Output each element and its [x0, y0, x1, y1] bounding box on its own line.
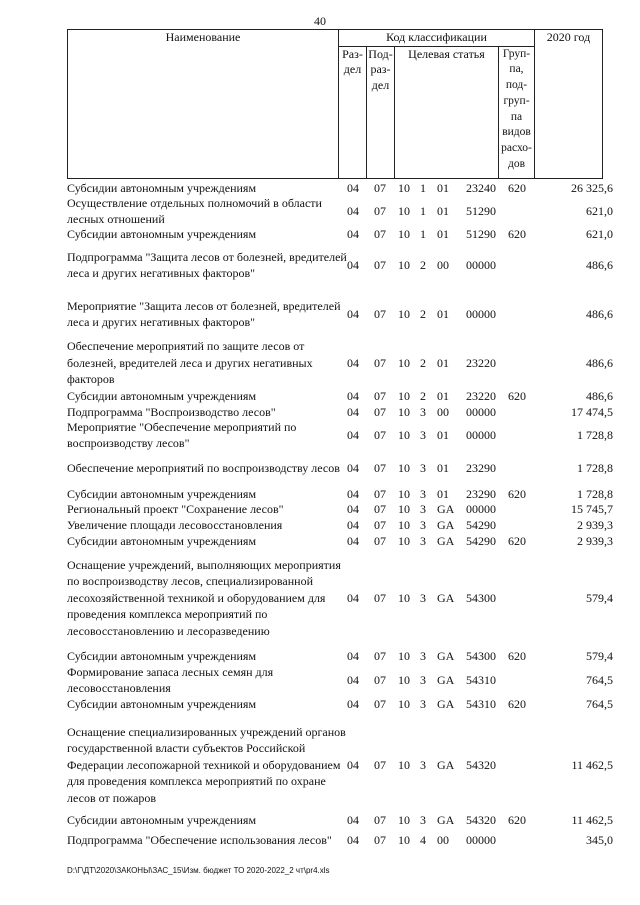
row-p: 07: [374, 533, 386, 548]
row-t3: GA: [437, 533, 455, 548]
row-v: 579,4: [586, 648, 613, 663]
header-subsection: Под- раз- дел: [367, 46, 395, 178]
row-p: 07: [374, 517, 386, 532]
row-r: 04: [347, 404, 359, 419]
row-p: 07: [374, 672, 386, 687]
row-g: [508, 420, 530, 450]
row-p: 07: [374, 226, 386, 241]
header-target: Целевая статья: [395, 46, 499, 178]
row-r: 04: [347, 389, 359, 403]
row-t1: 10: [398, 517, 410, 532]
row-name: Подпрограмма "Обеспечение использования лесов": [67, 832, 332, 847]
row-v: 2 939,3: [577, 517, 613, 532]
row-t2: 3: [420, 460, 426, 475]
row-p: 07: [374, 697, 386, 711]
page-number: 40: [314, 14, 326, 28]
row-v: 26 325,6: [571, 180, 613, 195]
row-t2: 3: [420, 502, 426, 516]
row-t4: 00000: [466, 404, 496, 419]
table-row: [0, 533, 640, 549]
row-t2: 3: [420, 813, 426, 827]
row-v: 11 462,5: [571, 813, 613, 827]
row-t3: GA: [437, 672, 455, 687]
row-t3: GA: [437, 697, 455, 711]
row-g: [508, 718, 530, 812]
row-t1: 10: [398, 389, 410, 403]
row-t1: 10: [398, 203, 410, 218]
row-t2: 3: [420, 672, 426, 687]
row-p: 07: [374, 427, 386, 442]
row-g: [508, 404, 530, 420]
row-g: [508, 297, 530, 331]
table-row: [0, 297, 640, 331]
row-name: Субсидии автономным учреждениям: [67, 648, 257, 663]
row-t2: 1: [420, 180, 426, 195]
row-t3: 01: [437, 306, 449, 321]
row-t4: 00000: [466, 427, 496, 442]
row-t2: 1: [420, 203, 426, 218]
row-name: Подпрограмма "Защита лесов от болезней, вредителей леса и других негативных факторов": [67, 249, 347, 280]
row-g: 620: [508, 180, 526, 195]
row-g: [508, 196, 530, 226]
row-t1: 10: [398, 813, 410, 827]
row-t3: GA: [437, 502, 455, 516]
header-group: Груп- па, под- груп- па видов расхо- дов: [499, 46, 535, 178]
row-r: 04: [347, 502, 359, 516]
row-t1: 10: [398, 697, 410, 711]
row-t3: GA: [437, 590, 455, 605]
row-r: 04: [347, 517, 359, 532]
row-t4: 00000: [466, 502, 496, 516]
row-p: 07: [374, 389, 386, 403]
row-t1: 10: [398, 486, 410, 501]
row-t1: 10: [398, 533, 410, 548]
row-name: Субсидии автономным учреждениям: [67, 389, 257, 404]
row-r: 04: [347, 757, 359, 772]
row-t4: 00000: [466, 832, 496, 847]
row-p: 07: [374, 257, 386, 272]
row-r: 04: [347, 697, 359, 711]
table-row: [0, 718, 640, 812]
row-r: 04: [347, 306, 359, 321]
row-p: 07: [374, 648, 386, 663]
table-row: [0, 549, 640, 647]
row-name: Субсидии автономным учреждениям: [67, 180, 257, 195]
row-name: Обеспечение мероприятий по воспроизводству лесов: [67, 460, 340, 475]
table-row: [0, 502, 640, 517]
row-t1: 10: [398, 306, 410, 321]
row-t1: 10: [398, 502, 410, 516]
row-t2: 3: [420, 404, 426, 419]
row-t3: GA: [437, 648, 455, 663]
row-t4: 23290: [466, 460, 496, 475]
row-g: [508, 453, 530, 483]
row-v: 579,4: [586, 590, 613, 605]
row-g: 620: [508, 697, 526, 711]
row-t4: 54300: [466, 590, 496, 605]
row-t2: 1: [420, 226, 426, 241]
row-t3: GA: [437, 757, 455, 772]
row-t1: 10: [398, 590, 410, 605]
row-g: 620: [508, 648, 526, 663]
row-v: 15 745,7: [571, 502, 613, 516]
header-section: Раз- дел: [339, 46, 367, 178]
row-p: 07: [374, 355, 386, 370]
row-t4: 54290: [466, 533, 496, 548]
row-g: 620: [508, 486, 526, 501]
row-t4: 51290: [466, 226, 496, 241]
row-g: 620: [508, 813, 526, 827]
row-t2: 3: [420, 486, 426, 501]
row-p: 07: [374, 590, 386, 605]
row-g: [508, 665, 530, 695]
table-row: [0, 250, 640, 280]
row-t1: 10: [398, 757, 410, 772]
row-t4: 54320: [466, 757, 496, 772]
row-t4: 00000: [466, 257, 496, 272]
row-name: Подпрограмма "Воспроизводство лесов": [67, 404, 276, 419]
row-t3: 01: [437, 180, 449, 195]
table-row: [0, 813, 640, 828]
row-r: 04: [347, 257, 359, 272]
row-g: [508, 549, 530, 647]
row-name: Мероприятие "Обеспечение мероприятий по воспроизводству лесов": [67, 419, 297, 450]
row-g: [508, 340, 530, 386]
row-t4: 23240: [466, 180, 496, 195]
row-t2: 3: [420, 427, 426, 442]
row-t3: 01: [437, 486, 449, 501]
row-t3: 01: [437, 460, 449, 475]
row-name: Осуществление отдельных полномочий в области лесных отношений: [67, 195, 322, 226]
row-r: 04: [347, 832, 359, 847]
row-r: 04: [347, 460, 359, 475]
row-p: 07: [374, 306, 386, 321]
row-v: 11 462,5: [571, 757, 613, 772]
row-t3: GA: [437, 517, 455, 532]
row-t4: 23290: [466, 486, 496, 501]
row-r: 04: [347, 813, 359, 827]
row-t1: 10: [398, 427, 410, 442]
row-t4: 23220: [466, 355, 496, 370]
row-g: [508, 828, 530, 852]
row-t4: 54310: [466, 672, 496, 687]
table-row: [0, 648, 640, 664]
file-path: D:\Г\ДТ\2020\ЗАКОНЫ\ЗАС_15\Изм. бюджет ТО 2020-2022_2 чт\pr4.xls: [67, 866, 330, 875]
row-p: 07: [374, 460, 386, 475]
row-g: 620: [508, 389, 526, 403]
row-t3: 01: [437, 203, 449, 218]
row-r: 04: [347, 355, 359, 370]
row-t1: 10: [398, 257, 410, 272]
table-row: [0, 665, 640, 695]
row-t4: 51290: [466, 203, 496, 218]
row-t2: 3: [420, 697, 426, 711]
row-g: 620: [508, 533, 526, 548]
row-t4: 23220: [466, 389, 496, 403]
row-r: 04: [347, 648, 359, 663]
row-p: 07: [374, 813, 386, 827]
row-name: Обеспечение мероприятий по защите лесов от болезней, вредителей леса и других негативных факторов: [67, 339, 313, 387]
row-r: 04: [347, 590, 359, 605]
row-t2: 3: [420, 533, 426, 548]
row-v: 2 939,3: [577, 533, 613, 548]
table-header: [67, 29, 603, 179]
row-t4: 54320: [466, 813, 496, 827]
row-p: 07: [374, 404, 386, 419]
table-row: [0, 196, 640, 226]
row-t1: 10: [398, 180, 410, 195]
row-v: 621,0: [586, 203, 613, 218]
row-r: 04: [347, 486, 359, 501]
row-r: 04: [347, 533, 359, 548]
table-row: [0, 697, 640, 712]
row-p: 07: [374, 486, 386, 501]
row-t1: 10: [398, 226, 410, 241]
row-t4: 54300: [466, 648, 496, 663]
row-t1: 10: [398, 355, 410, 370]
row-t4: 54310: [466, 697, 496, 711]
row-v: 1 728,8: [577, 427, 613, 442]
table-row: [0, 340, 640, 386]
row-t1: 10: [398, 832, 410, 847]
row-name: Субсидии автономным учреждениям: [67, 697, 257, 712]
row-name: Субсидии автономным учреждениям: [67, 226, 257, 241]
row-t1: 10: [398, 404, 410, 419]
header-code-group: Код классификации: [339, 30, 535, 47]
row-t2: 2: [420, 355, 426, 370]
row-t2: 2: [420, 389, 426, 403]
row-t2: 2: [420, 257, 426, 272]
row-t2: 2: [420, 306, 426, 321]
row-r: 04: [347, 180, 359, 195]
row-name: Субсидии автономным учреждениям: [67, 813, 257, 828]
row-t3: 01: [437, 427, 449, 442]
row-p: 07: [374, 180, 386, 195]
row-v: 764,5: [586, 672, 613, 687]
row-v: 1 728,8: [577, 460, 613, 475]
row-g: [508, 517, 530, 533]
row-name: Оснащение учреждений, выполняющих мероприятия по воспроизводству лесов, специализированной лесохозяйственной техникой и оборудованием для проведения комплекса мероприятий по лесовосстановлению и лесоразведению: [67, 557, 341, 638]
table-row: [0, 226, 640, 242]
table-row: [0, 517, 640, 533]
header-name: Наименование: [68, 30, 339, 179]
row-v: 17 474,5: [571, 404, 613, 419]
row-v: 486,6: [586, 306, 613, 321]
row-t2: 3: [420, 590, 426, 605]
row-p: 07: [374, 757, 386, 772]
row-v: 764,5: [586, 697, 613, 711]
row-name: Субсидии автономным учреждениям: [67, 486, 257, 501]
row-t1: 10: [398, 460, 410, 475]
row-t3: 00: [437, 832, 449, 847]
row-t4: 00000: [466, 306, 496, 321]
row-t4: 54290: [466, 517, 496, 532]
row-r: 04: [347, 672, 359, 687]
row-r: 04: [347, 203, 359, 218]
row-t3: 01: [437, 226, 449, 241]
row-t3: 00: [437, 257, 449, 272]
row-v: 486,6: [586, 389, 613, 403]
row-r: 04: [347, 226, 359, 241]
row-name: Формирование запаса лесных семян для лесовосстановления: [67, 664, 274, 695]
row-name: Региональный проект "Сохранение лесов": [67, 502, 284, 517]
row-g: [508, 250, 530, 280]
table-row: [0, 389, 640, 404]
row-t3: 00: [437, 404, 449, 419]
row-t3: GA: [437, 813, 455, 827]
table-row: [0, 420, 640, 450]
row-name: Увеличение площади лесовосстановления: [67, 517, 283, 532]
table-row: [0, 453, 640, 483]
row-name: Мероприятие "Защита лесов от болезней, вредителей леса и других негативных факторов": [67, 298, 341, 329]
row-v: 345,0: [586, 832, 613, 847]
row-name: Оснащение специализированных учреждений органов государственной власти субъектов Российской Федерации лесопожарной техникой и оборудованием для проведения комплекса мероприятий по охране лесов от пожаров: [67, 724, 346, 805]
row-g: [508, 502, 530, 517]
row-p: 07: [374, 203, 386, 218]
row-r: 04: [347, 427, 359, 442]
row-p: 07: [374, 502, 386, 516]
table-row: [0, 828, 640, 852]
row-t2: 3: [420, 517, 426, 532]
row-t3: 01: [437, 355, 449, 370]
row-v: 1 728,8: [577, 486, 613, 501]
row-name: Субсидии автономным учреждениям: [67, 533, 257, 548]
row-t3: 01: [437, 389, 449, 403]
row-t2: 3: [420, 757, 426, 772]
row-v: 486,6: [586, 257, 613, 272]
row-v: 621,0: [586, 226, 613, 241]
row-v: 486,6: [586, 355, 613, 370]
row-t1: 10: [398, 672, 410, 687]
row-g: 620: [508, 226, 526, 241]
row-t2: 4: [420, 832, 426, 847]
header-year: 2020 год: [535, 30, 603, 179]
row-p: 07: [374, 832, 386, 847]
row-t2: 3: [420, 648, 426, 663]
row-t1: 10: [398, 648, 410, 663]
table-row: [0, 486, 640, 502]
